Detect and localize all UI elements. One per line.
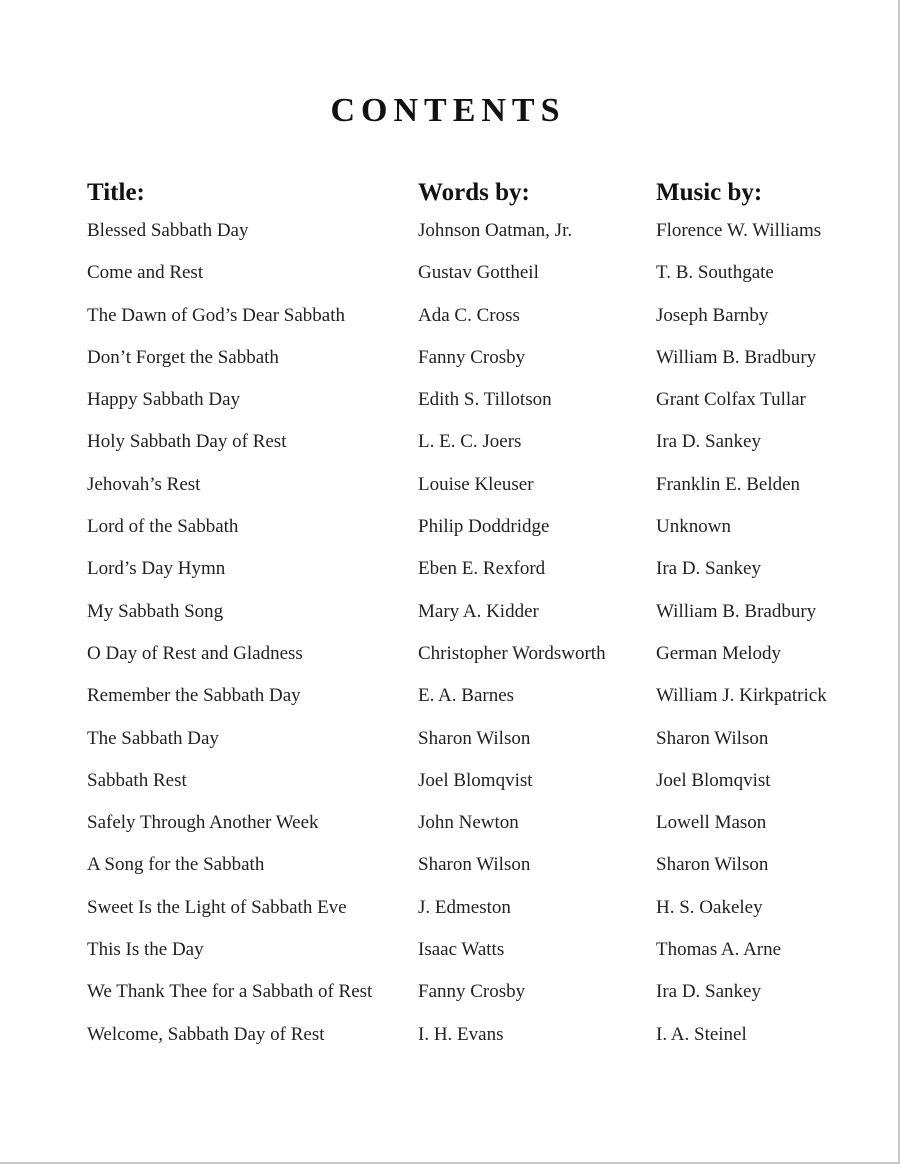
table-row <box>0 262 896 304</box>
hymn-title: The Sabbath Day <box>87 727 219 749</box>
hymn-title: My Sabbath Song <box>87 600 224 622</box>
table-row <box>0 939 896 981</box>
table-row <box>0 474 896 516</box>
music-composer: Sharon Wilson <box>656 854 769 876</box>
table-row <box>0 685 896 727</box>
music-composer: Ira D. Sankey <box>656 981 761 1003</box>
music-composer: Sharon Wilson <box>656 727 769 749</box>
music-composer: William B. Bradbury <box>656 346 817 368</box>
music-composer: William B. Bradbury <box>656 600 817 622</box>
music-composer: Ira D. Sankey <box>656 558 761 580</box>
music-composer: Joseph Barnby <box>656 304 769 326</box>
music-composer: Unknown <box>656 516 731 538</box>
column-header-words: Words by: <box>418 179 530 206</box>
hymn-title: Sweet Is the Light of Sabbath Eve <box>87 896 347 918</box>
table-row <box>0 305 896 347</box>
words-author: Christopher Wordsworth <box>418 642 606 664</box>
hymn-title: A Song for the Sabbath <box>87 854 265 876</box>
words-author: Sharon Wilson <box>418 727 531 749</box>
column-header-music: Music by: <box>656 179 763 206</box>
hymn-title: Come and Rest <box>87 262 204 284</box>
words-author: Louise Kleuser <box>418 473 534 495</box>
words-author: Gustav Gottheil <box>418 262 539 284</box>
table-row <box>0 854 896 896</box>
table-row <box>0 981 896 1023</box>
hymn-title: Sabbath Rest <box>87 769 187 791</box>
words-author: Philip Doddridge <box>418 516 550 538</box>
table-row <box>0 347 896 389</box>
table-row <box>0 643 896 685</box>
music-composer: I. A. Steinel <box>656 1023 747 1045</box>
hymn-title: Welcome, Sabbath Day of Rest <box>87 1023 325 1045</box>
table-row <box>0 601 896 643</box>
music-composer: Florence W. Williams <box>656 220 822 241</box>
words-author: Fanny Crosby <box>418 981 526 1003</box>
table-row <box>0 812 896 854</box>
table-row <box>0 431 896 473</box>
hymn-title: This Is the Day <box>87 939 204 961</box>
music-composer: German Melody <box>656 642 782 664</box>
words-author: Eben E. Rexford <box>418 558 546 580</box>
table-row <box>0 770 896 812</box>
words-author: Isaac Watts <box>418 939 505 961</box>
hymn-title: The Dawn of God’s Dear Sabbath <box>87 304 346 326</box>
hymn-title: Blessed Sabbath Day <box>87 220 249 241</box>
words-author: Sharon Wilson <box>418 854 531 876</box>
words-author: Fanny Crosby <box>418 346 526 368</box>
table-row <box>0 558 896 600</box>
words-author: Joel Blomqvist <box>418 769 533 791</box>
words-author: John Newton <box>418 812 519 834</box>
hymn-title: Don’t Forget the Sabbath <box>87 346 279 368</box>
table-row <box>0 389 896 431</box>
hymn-title: Holy Sabbath Day of Rest <box>87 431 287 453</box>
music-composer: Ira D. Sankey <box>656 431 761 453</box>
hymn-title: We Thank Thee for a Sabbath of Rest <box>87 981 373 1003</box>
table-row <box>0 1024 896 1066</box>
music-composer: H. S. Oakeley <box>656 896 763 918</box>
music-composer: Grant Colfax Tullar <box>656 389 806 411</box>
music-composer: T. B. Southgate <box>656 262 774 284</box>
table-row <box>0 220 896 262</box>
music-composer: Joel Blomqvist <box>656 769 771 791</box>
words-author: J. Edmeston <box>418 896 511 918</box>
hymn-title: Lord of the Sabbath <box>87 516 239 538</box>
words-author: Johnson Oatman, Jr. <box>418 220 573 241</box>
hymn-title: Remember the Sabbath Day <box>87 685 301 707</box>
table-row <box>0 897 896 939</box>
contents-table <box>0 220 896 1066</box>
words-author: L. E. C. Joers <box>418 431 522 453</box>
words-author: Edith S. Tillotson <box>418 389 552 411</box>
hymn-title: Safely Through Another Week <box>87 812 319 834</box>
words-author: Ada C. Cross <box>418 304 520 326</box>
music-composer: William J. Kirkpatrick <box>656 685 827 707</box>
words-author: E. A. Barnes <box>418 685 515 707</box>
column-header-title: Title: <box>87 179 145 206</box>
hymn-title: O Day of Rest and Gladness <box>87 642 303 664</box>
words-author: I. H. Evans <box>418 1023 504 1045</box>
table-row <box>0 728 896 770</box>
hymn-title: Happy Sabbath Day <box>87 389 241 411</box>
music-composer: Thomas A. Arne <box>656 939 782 961</box>
hymn-title: Lord’s Day Hymn <box>87 558 226 580</box>
page-title: CONTENTS <box>330 92 566 129</box>
table-row <box>0 516 896 558</box>
hymn-title: Jehovah’s Rest <box>87 473 201 495</box>
words-author: Mary A. Kidder <box>418 600 539 622</box>
music-composer: Franklin E. Belden <box>656 473 801 495</box>
music-composer: Lowell Mason <box>656 812 767 834</box>
